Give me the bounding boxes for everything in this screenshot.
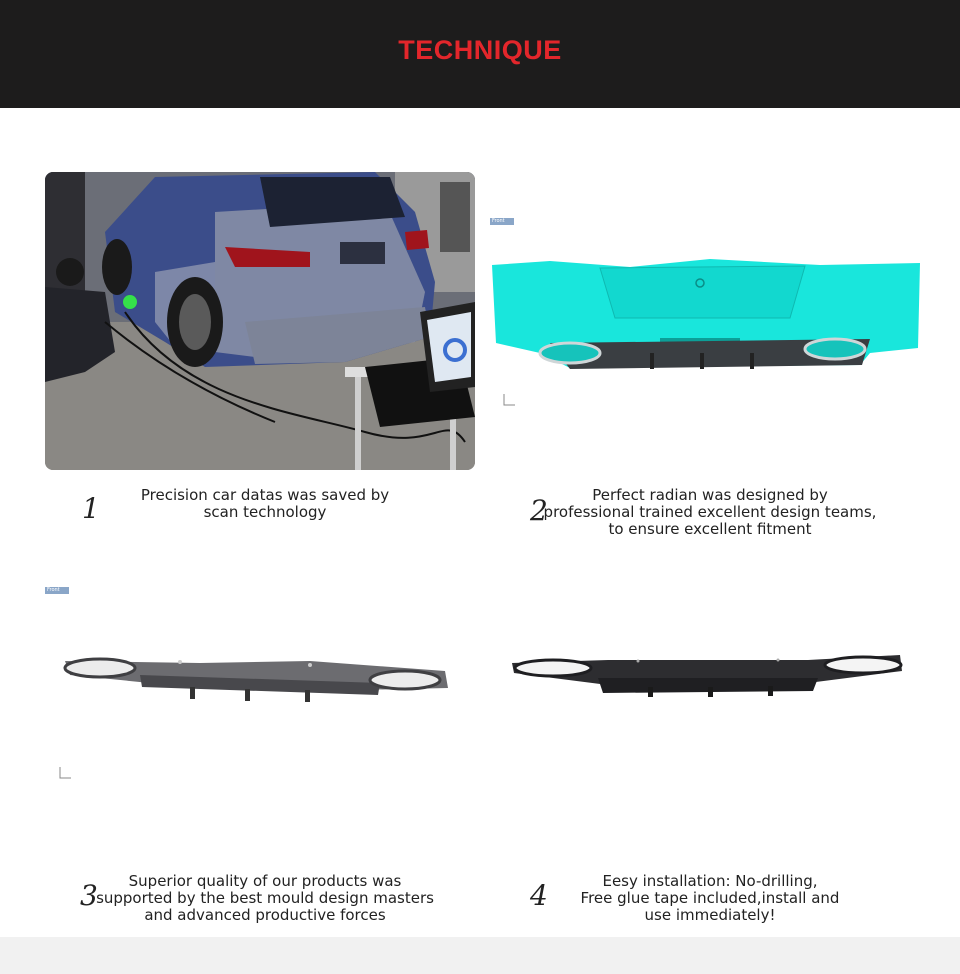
content-area	[0, 108, 960, 937]
step-number-2: 2	[530, 494, 548, 527]
axis-gizmo-icon	[502, 393, 516, 407]
caption-line: Superior quality of our products was	[128, 872, 402, 890]
caption-line: Free glue tape included,install and	[580, 889, 840, 907]
step-caption-4	[560, 873, 860, 924]
step-number-1: 1	[82, 492, 100, 525]
page-title: TECHNIQUE	[398, 34, 562, 65]
header-banner	[0, 0, 960, 108]
scan-model-illustration	[490, 253, 922, 378]
caption-line: scan technology	[203, 503, 327, 521]
caption-line: Perfect radian was designed by	[592, 486, 828, 504]
step-caption-1	[105, 487, 425, 521]
view-tag-front-top: Front	[490, 218, 514, 225]
caption-line: and advanced productive forces	[144, 906, 386, 924]
caption-line: use immediately!	[644, 906, 776, 924]
axis-gizmo-icon	[58, 766, 72, 780]
product-diffuser-illustration	[508, 643, 904, 703]
scan-photo	[45, 172, 475, 470]
step-number-4: 4	[530, 879, 548, 912]
step-caption-2	[540, 487, 880, 538]
view-tag-front-bottom: Front	[45, 587, 69, 594]
step-caption-3	[95, 873, 435, 924]
caption-line: to ensure excellent fitment	[608, 520, 812, 538]
cad-diffuser-illustration	[60, 643, 455, 703]
caption-line: Eesy installation: No-drilling,	[602, 872, 818, 890]
scan-photo-illustration	[45, 172, 475, 470]
footer-strip	[0, 937, 960, 974]
caption-line: Precision car datas was saved by	[140, 486, 390, 504]
step-number-3: 3	[80, 879, 98, 912]
caption-line: professional trained excellent design teams,	[543, 503, 877, 521]
caption-line: supported by the best mould design masters	[96, 889, 434, 907]
